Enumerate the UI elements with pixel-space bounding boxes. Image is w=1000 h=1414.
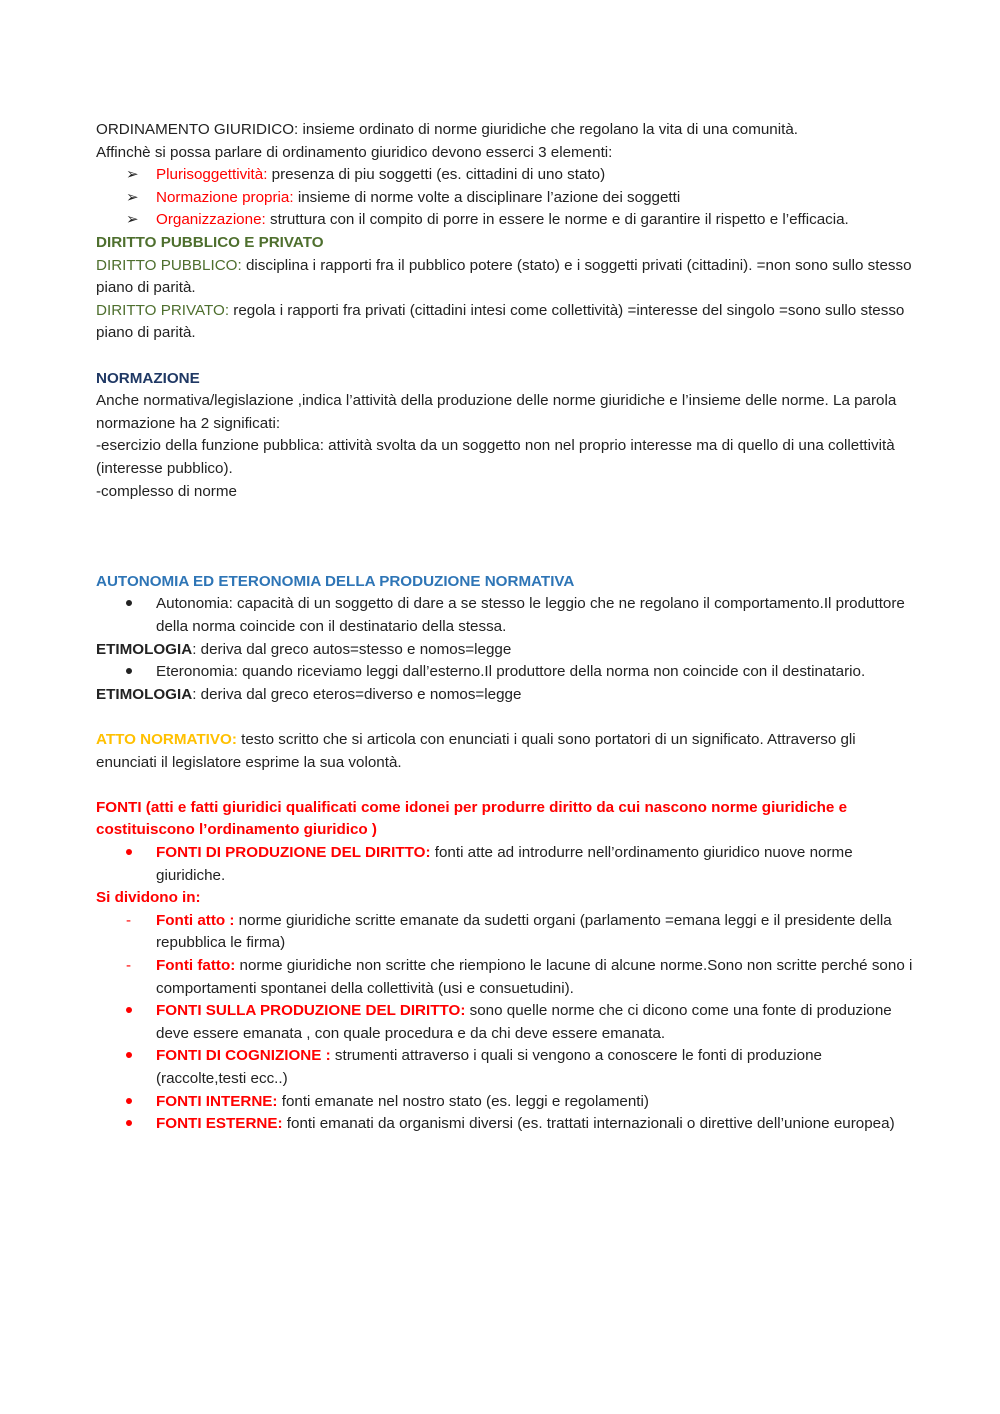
section-heading-diritto: DIRITTO PUBBLICO E PRIVATO: [96, 233, 324, 251]
definition: regola i rapporti fra privati (cittadini intesi come collettività) =interesse del singolo =sono sullo stesso piano di parità.: [96, 301, 905, 342]
definition: strumenti attraverso i quali si vengono a conoscere le fonti di produzione (raccolte,testi ecc..): [156, 1047, 822, 1087]
paragraph: -complesso di norme: [96, 482, 237, 500]
term: FONTI SULLA PRODUZIONE DEL DIRITTO:: [156, 1002, 466, 1020]
term: DIRITTO PUBBLICO:: [96, 256, 242, 274]
term: DIRITTO PRIVATO:: [96, 301, 230, 319]
term: FONTI INTERNE:: [156, 1092, 278, 1110]
etymology-autonomia: [96, 639, 916, 662]
definition: : deriva dal greco autos=stesso e nomos=legge: [192, 640, 512, 658]
list-item: [96, 955, 916, 1000]
bullet-icon: [126, 842, 146, 865]
term: Plurisoggettività:: [156, 166, 268, 184]
term: FONTI DI COGNIZIONE :: [156, 1047, 331, 1065]
term: Fonti atto :: [156, 911, 235, 929]
paragraph: -esercizio della funzione pubblica: attività svolta da un soggetto non nel proprio interesse ma di quello di una collettività (interesse pubblico).: [96, 437, 895, 477]
ordinamento-intro: Affinchè si possa parlare di ordinamento giuridico devono esserci 3 elementi:: [96, 143, 613, 161]
list-item: [96, 1000, 916, 1045]
definition: norme giuridiche non scritte che riempiono le lacune di alcune norme.Sono non scritte perché sono i comportamenti spontanei della collettività (usi e consuetudini).: [156, 956, 913, 997]
definition: Autonomia: capacità di un soggetto di dare a se stesso le leggio che ne regolano il comportamento.Il produttore della norma coincide con il destinatario della stessa.: [156, 595, 905, 636]
bullet-icon: [126, 1113, 146, 1136]
term: Organizzazione:: [156, 211, 266, 229]
term: FONTI ESTERNE:: [156, 1115, 283, 1133]
definition: testo scritto che si articola con enunciati i quali sono portatori di un significato. Attraverso gli enunciati il legislatore esprime la sua volontà.: [96, 731, 856, 771]
paragraph-diritto-pubblico: [96, 255, 916, 300]
arrow-bullet-icon: ➢: [126, 211, 139, 229]
definition: fonti emanati da organismi diversi (es. trattati internazionali o direttive dell’unione europea): [282, 1115, 895, 1133]
list-item: [96, 1091, 916, 1114]
definition: Eteronomia: quando riceviamo leggi dall’esterno.Il produttore della norma non coincide con il destinatario.: [156, 663, 866, 681]
term: FONTI DI PRODUZIONE DEL DIRITTO:: [156, 844, 431, 862]
definition: insieme di norme volte a disciplinare l’azione dei soggetti: [293, 188, 681, 206]
section-heading-normazione: NORMAZIONE: [96, 369, 200, 387]
paragraph-atto-normativo: [96, 729, 916, 774]
term: Normazione propria:: [156, 188, 294, 206]
list-item: [96, 842, 916, 887]
paragraph-diritto-privato: [96, 300, 916, 345]
arrow-bullet-icon: ➢: [126, 166, 139, 184]
section-heading-fonti: FONTI (atti e fatti giuridici qualificati come idonei per produrre diritto da cui nascono norme giuridiche e costituiscono l’ordinamento giuridico ): [96, 798, 848, 839]
bullet-icon: [126, 1045, 146, 1068]
dash-bullet-icon: -: [126, 956, 132, 974]
definition: : deriva dal greco eteros=diverso e nomos=legge: [192, 685, 522, 703]
list-item: [96, 1113, 916, 1136]
term: ETIMOLOGIA: [96, 685, 193, 703]
list-item: [96, 164, 916, 187]
bullet-icon: [126, 661, 146, 684]
list-item: [96, 209, 916, 232]
term: Fonti fatto:: [156, 956, 236, 974]
section-heading-autonomia: AUTONOMIA ED ETERONOMIA DELLA PRODUZIONE NORMATIVA: [96, 572, 575, 590]
definition: struttura con il compito di porre in essere le norme e di garantire il rispetto e l’efficacia.: [265, 211, 849, 229]
definition: fonti emanate nel nostro stato (es. leggi e regolamenti): [277, 1092, 649, 1110]
list-item: [96, 661, 916, 684]
list-item: [96, 593, 916, 638]
document-page: [96, 119, 916, 1136]
arrow-bullet-icon: ➢: [126, 188, 139, 206]
definition: norme giuridiche scritte emanate da sudetti organi (parlamento =emana leggi e il presidente della repubblica le firma): [156, 911, 892, 952]
term: ETIMOLOGIA: [96, 640, 193, 658]
list-item: [96, 910, 916, 955]
bullet-icon: [126, 593, 146, 616]
ordinamento-definition: ORDINAMENTO GIURIDICO: insieme ordinato di norme giuridiche che regolano la vita di una comunità.: [96, 121, 799, 138]
definition: sono quelle norme che ci dicono come una fonte di produzione deve essere emanata , con quale procedura e da chi deve essere emanata.: [156, 1002, 892, 1042]
dash-bullet-icon: -: [126, 911, 132, 929]
list-item: [96, 187, 916, 210]
definition: fonti atte ad introdurre nell’ordinamento giuridico nuove norme giuridiche.: [156, 844, 853, 884]
paragraph: Anche normativa/legislazione ,indica l’attività della produzione delle norme giuridiche e l’insieme delle norme. La parola normazione ha 2 significati:: [96, 392, 897, 432]
etymology-eteronomia: [96, 684, 916, 707]
definition: disciplina i rapporti fra il pubblico potere (stato) e i soggetti privati (cittadini). =non sono sullo stesso piano di parità.: [96, 256, 912, 297]
definition: presenza di piu soggetti (es. cittadini di uno stato): [267, 166, 606, 184]
term: ATTO NORMATIVO:: [96, 731, 237, 749]
list-item: [96, 1045, 916, 1090]
subheading-dividono: Si dividono in:: [96, 889, 201, 907]
bullet-icon: [126, 1000, 146, 1023]
bullet-icon: [126, 1091, 146, 1114]
